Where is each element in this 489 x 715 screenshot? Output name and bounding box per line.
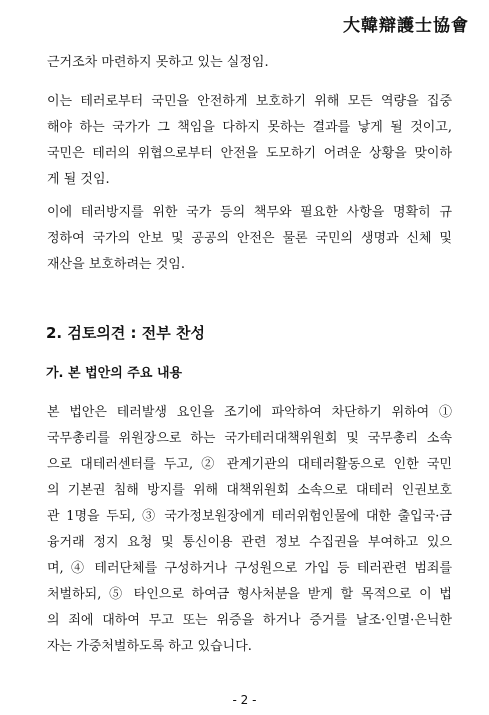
page-number: - 2 - xyxy=(232,693,257,707)
text-line: 자는 가중처벌하도록 하고 있습니다. xyxy=(47,639,252,654)
text-line: 처벌하되, ⑤ 타인으로 하여금 형사처분을 받게 할 목적으로 이 법 xyxy=(47,587,452,602)
text-line: 의 죄에 대하여 무고 또는 위증을 하거나 증거를 날조·인멸·은닉한 xyxy=(47,613,452,628)
text-line: 이는 테러로부터 국민을 안전하게 보호하기 위해 모든 역량을 집중 xyxy=(47,94,452,109)
text-line: 의 기본권 침해 방지를 위해 대책위원회 소속으로 대테러 인권보호 xyxy=(47,483,452,498)
text-line: 국민은 테러의 위협으로부터 안전을 도모하기 어려운 상황을 맞이하 xyxy=(47,146,452,161)
subsection-heading: 가. 본 법안의 주요 내용 xyxy=(46,366,183,381)
paragraph-1 xyxy=(47,50,452,76)
bar-association-logo: 大韓辯護士協會 xyxy=(343,16,469,36)
text-line: 며, ④ 테러단체를 구성하거나 구성원으로 가입 등 테러관련 범죄를 xyxy=(47,561,452,576)
section-heading: 2. 검토의견 : 전부 찬성 xyxy=(46,324,205,342)
text-line: 으로 대테러센터를 두고, ② 관계기관의 대테러활동으로 인한 국민 xyxy=(47,457,452,472)
text-line: 해야 하는 국가가 그 책임을 다하지 못하는 결과를 낳게 될 것이고, xyxy=(47,120,452,135)
text-line: 본 법안은 테러발생 요인을 조기에 파악하여 차단하기 위하여 ① xyxy=(47,405,452,420)
text-line: 근거조차 마련하지 못하고 있는 실정임. xyxy=(47,55,269,70)
paragraph-2 xyxy=(47,89,452,193)
text-line: 재산을 보호하려는 것임. xyxy=(47,257,185,272)
text-line: 게 될 것임. xyxy=(47,172,110,187)
paragraph-3 xyxy=(47,200,452,278)
text-line: 관 1명을 두되, ③ 국가정보원장에게 테러위험인물에 대한 출입국·금 xyxy=(47,509,452,524)
text-line: 정하여 국가의 안보 및 공공의 안전은 물론 국민의 생명과 신체 및 xyxy=(47,231,452,246)
text-line: 이에 테러방지를 위한 국가 등의 책무와 필요한 사항을 명확히 규 xyxy=(47,205,452,220)
paragraph-4 xyxy=(47,400,452,660)
text-line: 융거래 정지 요청 및 통신이용 관련 정보 수집권을 부여하고 있으 xyxy=(47,535,452,550)
text-line: 국무총리를 위원장으로 하는 국가테러대책위원회 및 국무총리 소속 xyxy=(47,431,452,446)
